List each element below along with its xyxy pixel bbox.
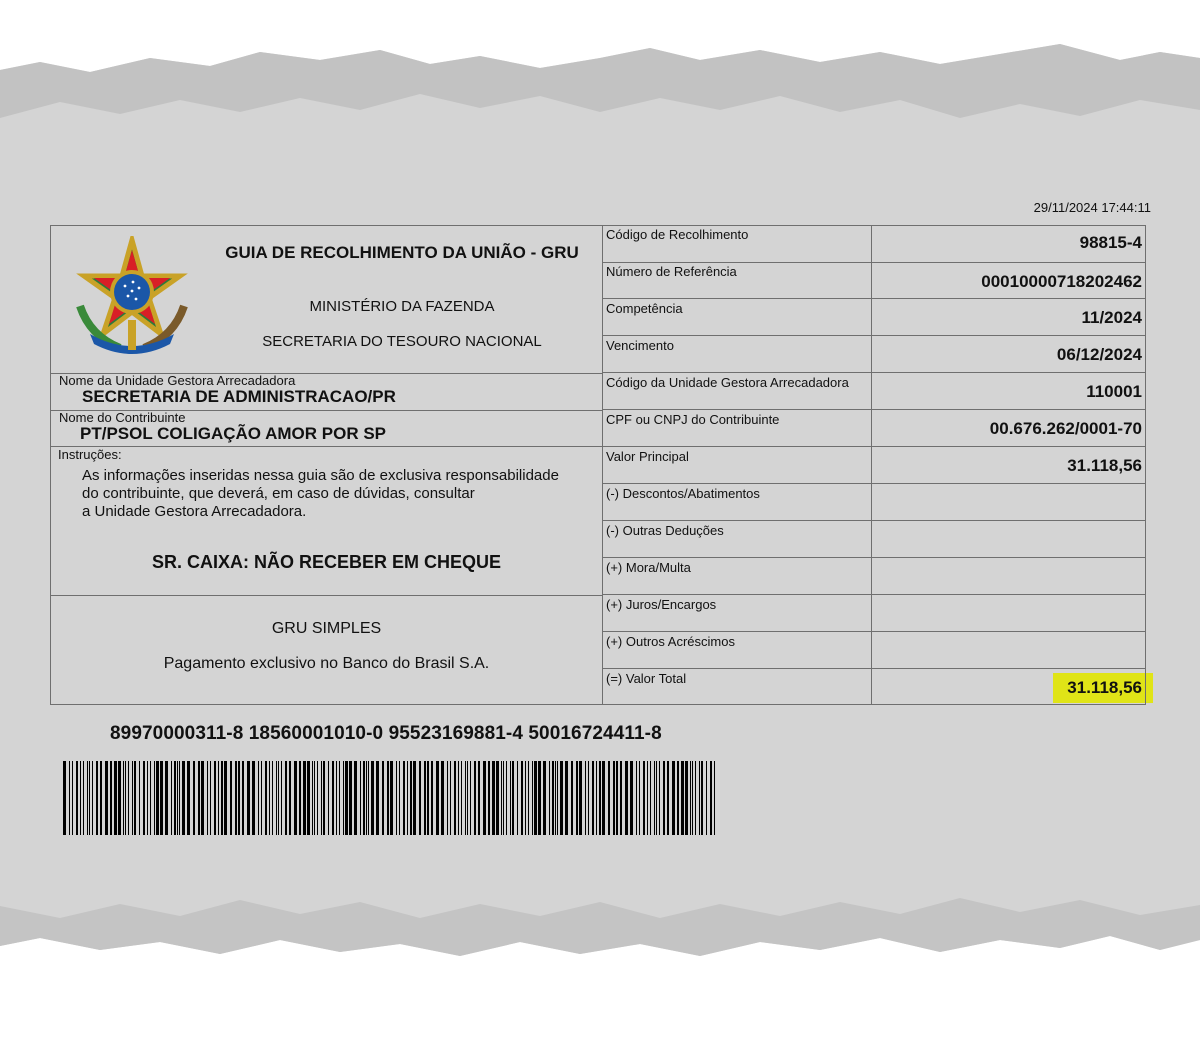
barcode-bar [363, 761, 365, 835]
barcode-bar [625, 761, 628, 835]
divider [602, 557, 1146, 558]
barcode-bar [207, 761, 208, 835]
barcode-bar [510, 761, 511, 835]
barcode-bar [147, 761, 148, 835]
barcode-bar [376, 761, 379, 835]
barcode-icon [63, 761, 719, 835]
barcode-bar [182, 761, 185, 835]
barcode-bar [177, 761, 178, 835]
barcode-bar [560, 761, 563, 835]
barcode-bar [339, 761, 340, 835]
barcode-bar [252, 761, 255, 835]
barcode-bar [96, 761, 98, 835]
field-value: 98815-4 [1079, 233, 1142, 252]
barcode-bar [354, 761, 357, 835]
print-timestamp: 29/11/2024 17:44:11 [1033, 200, 1151, 215]
barcode-bar [639, 761, 640, 835]
divider [602, 668, 1146, 669]
barcode-bar [654, 761, 655, 835]
barcode-bar [710, 761, 712, 835]
barcode-bar [613, 761, 615, 835]
barcode-bar [620, 761, 622, 835]
divider [602, 335, 1146, 336]
field-value: 31.118,56 [1067, 456, 1142, 475]
barcode-bar [198, 761, 200, 835]
barcode-bar [470, 761, 471, 835]
barcode-bar [328, 761, 329, 835]
barcode-bar [555, 761, 556, 835]
barcode-bar [557, 761, 558, 835]
barcode-bar [436, 761, 439, 835]
barcode-bar [543, 761, 546, 835]
field-label: (=) Valor Total [606, 671, 687, 686]
instrucoes-label: Instruções: [58, 447, 122, 462]
divider [602, 372, 1146, 373]
barcode-bar [521, 761, 523, 835]
barcode-bar [214, 761, 216, 835]
barcode-bar [579, 761, 582, 835]
barcode-bar [532, 761, 533, 835]
barcode-bar [512, 761, 514, 835]
barcode-bar [92, 761, 93, 835]
barcode-bar [294, 761, 297, 835]
barcode-bar [80, 761, 81, 835]
barcode-bar [647, 761, 648, 835]
barcode-bar [410, 761, 412, 835]
field-label: (+) Mora/Multa [606, 560, 691, 575]
barcode-bar [447, 761, 448, 835]
barcode-bar [258, 761, 259, 835]
barcode-bar [360, 761, 361, 835]
barcode-bar [390, 761, 393, 835]
ministry-name: MINISTÉRIO DA FAZENDA [309, 298, 495, 315]
barcode-bar [281, 761, 282, 835]
barcode-bar [496, 761, 499, 835]
barcode-bar [431, 761, 433, 835]
barcode-bar [317, 761, 318, 835]
instrucoes-line: a Unidade Gestora Arrecadadora. [82, 503, 307, 520]
field-label: Código de Recolhimento [606, 227, 749, 242]
barcode-bar [681, 761, 684, 835]
barcode-bar [128, 761, 129, 835]
payment-note: Pagamento exclusivo no Banco do Brasil S.A. [163, 655, 490, 672]
field-label: (+) Juros/Encargos [606, 597, 717, 612]
unidade-gestora-label: Nome da Unidade Gestora Arrecadadora [59, 373, 296, 388]
field-label: Código da Unidade Gestora Arrecadadora [606, 375, 849, 390]
barcode-bar [608, 761, 610, 835]
barcode-bar [592, 761, 594, 835]
barcode-bar [105, 761, 108, 835]
barcode-bar [667, 761, 669, 835]
barcode-bar [525, 761, 526, 835]
barcode-bar [474, 761, 476, 835]
barcode-bar [588, 761, 589, 835]
instrucoes-line: do contribuinte, que deverá, em caso de dúvidas, consultar [82, 485, 475, 502]
field-label: Valor Principal [606, 449, 689, 464]
barcode-bar [314, 761, 315, 835]
barcode-bar [349, 761, 352, 835]
barcode-bar [677, 761, 679, 835]
barcode-bar [193, 761, 195, 835]
barcode-bar [307, 761, 310, 835]
barcode-bar [179, 761, 180, 835]
barcode-bar [218, 761, 219, 835]
barcode-bar [336, 761, 337, 835]
field-value: 110001 [1086, 382, 1142, 401]
barcode-bar [285, 761, 287, 835]
barcode-bar [571, 761, 573, 835]
barcode-bar [599, 761, 601, 835]
divider [50, 595, 603, 596]
barcode-bar [156, 761, 159, 835]
barcode-bar [506, 761, 507, 835]
barcode-bar [247, 761, 250, 835]
field-value: 00.676.262/0001-70 [989, 419, 1142, 438]
unidade-gestora-value: SECRETARIA DE ADMINISTRACAO/PR [82, 387, 396, 406]
barcode-bar [242, 761, 244, 835]
barcode-bar [87, 761, 88, 835]
barcode-bar [461, 761, 462, 835]
barcode-bar [643, 761, 645, 835]
barcode-bar [538, 761, 541, 835]
barcode-bar [132, 761, 133, 835]
barcode-bar [427, 761, 429, 835]
barcode-bar [332, 761, 334, 835]
barcode-bar [366, 761, 367, 835]
barcode-bar [488, 761, 490, 835]
barcode-bar [424, 761, 426, 835]
barcode-bar [701, 761, 703, 835]
document-title: GUIA DE RECOLHIMENTO DA UNIÃO - GRU [225, 243, 579, 262]
barcode-bar [72, 761, 73, 835]
field-label: Número de Referência [606, 264, 737, 279]
barcode-bar [154, 761, 155, 835]
barcode-bar [89, 761, 90, 835]
barcode-bar [139, 761, 140, 835]
barcode-bar [265, 761, 267, 835]
barcode-bar [150, 761, 151, 835]
barcode-bar [458, 761, 459, 835]
barcode-bar [699, 761, 700, 835]
barcode-bar [630, 761, 633, 835]
barcode-bar [210, 761, 211, 835]
barcode-bar [692, 761, 693, 835]
barcode-bar [672, 761, 675, 835]
treasury-secretary: SECRETARIA DO TESOURO NACIONAL [262, 333, 542, 350]
divider [871, 225, 872, 705]
barcode-bar [371, 761, 374, 835]
field-label: (+) Outros Acréscimos [606, 634, 735, 649]
field-label: Vencimento [606, 338, 674, 353]
barcode-bar [312, 761, 313, 835]
barcode-bar [171, 761, 172, 835]
field-label: Competência [606, 301, 683, 316]
barcode-bar [114, 761, 117, 835]
barcode-bar [552, 761, 554, 835]
barcode-bar [100, 761, 102, 835]
barcode-bar [492, 761, 495, 835]
field-label: CPF ou CNPJ do Contribuinte [606, 412, 780, 427]
barcode-bar [261, 761, 262, 835]
barcode-bar [345, 761, 348, 835]
divider [602, 483, 1146, 484]
barcode-bar [160, 761, 163, 835]
barcode-bar [83, 761, 84, 835]
barcode-bar [343, 761, 344, 835]
barcode-bar [690, 761, 691, 835]
barcode-bar [585, 761, 586, 835]
barcode-bar [441, 761, 444, 835]
barcode-bar [576, 761, 578, 835]
barcode-bar [387, 761, 389, 835]
barcode-bar [501, 761, 502, 835]
barcode-bar [134, 761, 136, 835]
barcode-digits: 89970000311-8 18560001010-0 95523169881-4 50016724411-8 [110, 723, 662, 744]
barcode-bar [278, 761, 279, 835]
barcode-bar [110, 761, 112, 835]
divider [602, 298, 1146, 299]
barcode-bar [303, 761, 306, 835]
barcode-bar [650, 761, 651, 835]
barcode-bar [616, 761, 618, 835]
barcode-bar [143, 761, 145, 835]
barcode-bar [187, 761, 190, 835]
field-value: 11/2024 [1081, 308, 1142, 327]
barcode-bar [465, 761, 466, 835]
contribuinte-label: Nome do Contribuinte [59, 410, 186, 425]
barcode-bar [272, 761, 273, 835]
barcode-bar [656, 761, 657, 835]
barcode-bar [517, 761, 518, 835]
barcode-bar [419, 761, 421, 835]
barcode-bar [289, 761, 291, 835]
barcode-bar [714, 761, 715, 835]
barcode-bar [69, 761, 70, 835]
barcode-bar [221, 761, 223, 835]
barcode-bar [118, 761, 121, 835]
barcode-bar [706, 761, 707, 835]
gru-simples-title: GRU SIMPLES [271, 620, 382, 637]
divider [602, 594, 1146, 595]
barcode-bar [224, 761, 227, 835]
barcode-bar [695, 761, 696, 835]
field-value: 00010000718202462 [981, 272, 1142, 291]
barcode-bar [528, 761, 529, 835]
field-value: 06/12/2024 [1056, 345, 1142, 364]
barcode-bar [399, 761, 400, 835]
barcode-bar [382, 761, 384, 835]
barcode-bar [125, 761, 126, 835]
barcode-bar [201, 761, 204, 835]
barcode-bar [407, 761, 408, 835]
barcode-bar [235, 761, 237, 835]
instrucoes-line: As informações inseridas nessa guia são de exclusiva responsabilidade [82, 467, 559, 484]
barcode-bar [565, 761, 568, 835]
barcode-bar [534, 761, 537, 835]
barcode-bar [368, 761, 369, 835]
barcode-bar [396, 761, 397, 835]
barcode-bar [478, 761, 480, 835]
barcode-bar [174, 761, 176, 835]
barcode-bar [602, 761, 605, 835]
no-check-warning: SR. CAIXA: NÃO RECEBER EM CHEQUE [151, 552, 502, 572]
divider [602, 409, 1146, 410]
divider [50, 446, 603, 447]
barcode-bar [269, 761, 270, 835]
divider [602, 446, 1146, 447]
barcode-bar [467, 761, 468, 835]
divider [602, 520, 1146, 521]
brazil-coat-of-arms-icon [70, 236, 194, 360]
barcode-bar [454, 761, 456, 835]
barcode-bar [321, 761, 322, 835]
contribuinte-value: PT/PSOL COLIGAÇÃO AMOR POR SP [80, 424, 387, 443]
barcode-bar [596, 761, 597, 835]
barcode-bar [230, 761, 232, 835]
barcode-bar [323, 761, 325, 835]
divider [602, 631, 1146, 632]
barcode-bar [238, 761, 240, 835]
barcode-bar [63, 761, 66, 835]
barcode-bar [165, 761, 168, 835]
barcode-bar [450, 761, 451, 835]
barcode-bar [123, 761, 124, 835]
barcode-bar [663, 761, 665, 835]
barcode-bar [659, 761, 660, 835]
total-value: 31.118,56 [1067, 678, 1142, 697]
barcode-bar [685, 761, 688, 835]
barcode-bar [636, 761, 637, 835]
barcode-bar [413, 761, 416, 835]
barcode-bar [276, 761, 277, 835]
barcode-bar [403, 761, 405, 835]
barcode-bar [503, 761, 504, 835]
barcode-bar [549, 761, 550, 835]
field-label: (-) Descontos/Abatimentos [606, 486, 760, 501]
barcode-bar [483, 761, 486, 835]
barcode-bar [299, 761, 301, 835]
barcode-bar [76, 761, 78, 835]
field-label: (-) Outras Deduções [606, 523, 724, 538]
divider [602, 262, 1146, 263]
